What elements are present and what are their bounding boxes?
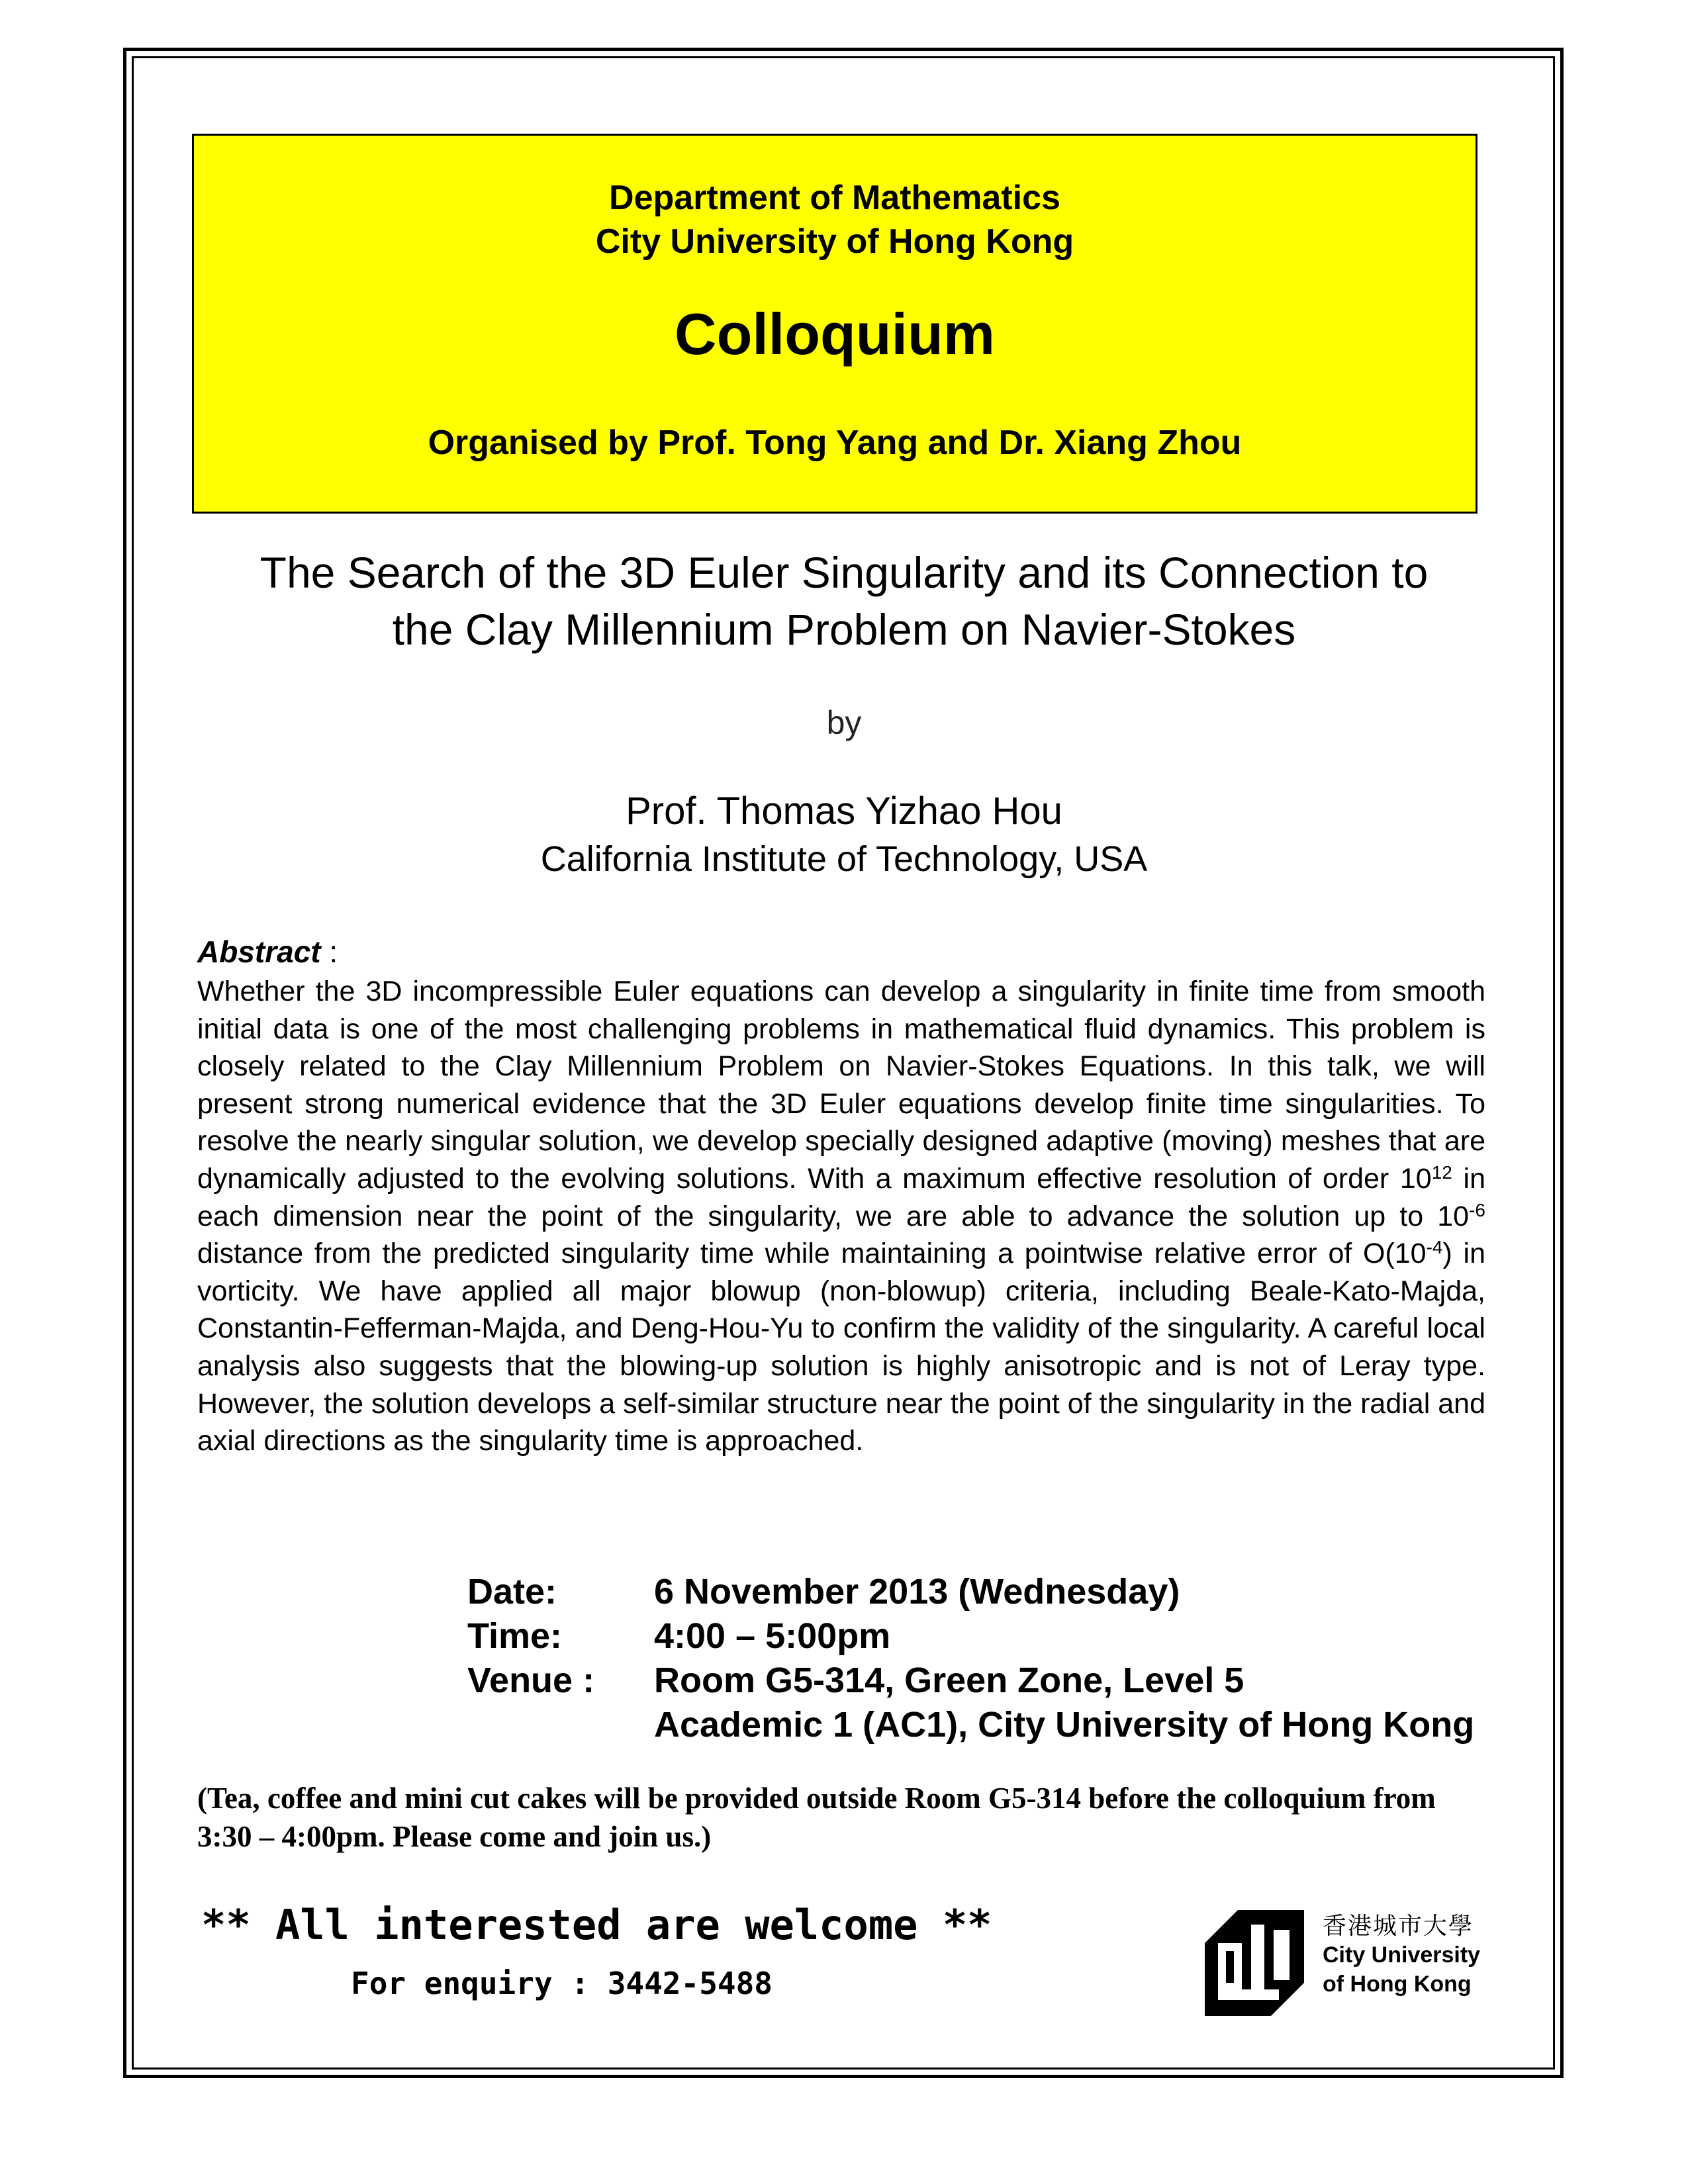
event-type: Colloquium [675, 301, 995, 367]
abstract-text-part-4: ) in vorticity. We have applied all major blowup (non-blowup) criteria, including Beale-Kato-Majda, Constantin-Fefferman-Majda, and Deng-Hou-Yu to confirm the validity of the singularity. A careful local analysis also suggests that the blowing-up solution is highly anisotropic and is not of Leray type. However, the solution develops a self-similar structure near the point of the singularity in the radial and axial directions as the singularity time is approached. [197, 1238, 1485, 1457]
time-label: Time: [467, 1616, 563, 1656]
speaker-affiliation: California Institute of Technology, USA [540, 839, 1148, 879]
talk-title [172, 544, 1516, 658]
time-value: 4:00 – 5:00pm [654, 1616, 891, 1656]
venue-row-2 [467, 1703, 1474, 1747]
talk-title-line-2: the Clay Millennium Problem on Navier-Stokes [392, 605, 1296, 654]
logo-name-english-line-2: of Hong Kong [1323, 1972, 1472, 1997]
venue-value-line-1: Room G5-314, Green Zone, Level 5 [654, 1661, 1244, 1700]
university-name: City University of Hong Kong [595, 222, 1074, 261]
abstract-text-part-3: distance from the predicted singularity time while maintaining a pointwise relative error of O(10 [197, 1238, 1427, 1270]
abstract-text-part-1: Whether the 3D incompressible Euler equations can develop a singularity in finite time from smooth initial data is one of the most challenging problems in mathematical fluid dynamics. This problem is closely related to the Clay Millennium Problem on Navier-Stokes Equations. In this talk, we will present strong numerical evidence that the 3D Euler equations develop finite time singularities. To resolve the nearly singular solution, we develop specially designed adaptive (moving) meshes that are dynamically adjusted to the evolving solutions. With a maximum effective resolution of order 10 [197, 976, 1485, 1195]
abstract-exponent-1: 12 [1431, 1161, 1452, 1183]
speaker-name: Prof. Thomas Yizhao Hou [626, 790, 1062, 833]
enquiry-line: For enquiry : 3442-5488 [351, 1966, 773, 2001]
event-details [467, 1570, 1474, 1747]
talk-title-line-1: The Search of the 3D Euler Singularity and its Connection to [259, 548, 1429, 597]
welcome-message: ** All interested are welcome ** [201, 1901, 992, 1949]
by-label: by [826, 704, 862, 741]
logo-name-chinese: 香港城市大學 [1323, 1912, 1474, 1939]
refreshments-note: (Tea, coffee and mini cut cakes will be provided outside Room G5-314 before the colloquium from 3:30 – 4:00pm. Please come and join us.) [197, 1782, 1436, 1853]
cityu-logo-icon [1192, 1903, 1311, 2023]
venue-label: Venue : [467, 1661, 595, 1700]
time-row [467, 1614, 1474, 1659]
abstract-heading [197, 932, 338, 972]
abstract-label: Abstract [197, 934, 321, 969]
organiser-line: Organised by Prof. Tong Yang and Dr. Xiang Zhou [428, 424, 1242, 462]
date-label: Date: [467, 1572, 557, 1612]
venue-value-line-2: Academic 1 (AC1), City University of Hong Kong [654, 1705, 1475, 1745]
abstract-label-suffix: : [320, 934, 338, 969]
abstract-body [197, 973, 1485, 1460]
header-banner [192, 134, 1477, 514]
date-value: 6 November 2013 (Wednesday) [654, 1572, 1180, 1612]
cityu-logo-text [1323, 1911, 1480, 1999]
department-name: Department of Mathematics [609, 179, 1060, 217]
abstract-exponent-3: -4 [1426, 1237, 1443, 1258]
date-row [467, 1570, 1474, 1614]
logo-name-english-line-1: City University [1323, 1942, 1481, 1968]
abstract-text-part-2: in each dimension near the point of the singularity, we are able to advance the solution up to 10 [197, 1162, 1485, 1232]
abstract-exponent-2: -6 [1469, 1199, 1485, 1220]
venue-row [467, 1659, 1474, 1703]
